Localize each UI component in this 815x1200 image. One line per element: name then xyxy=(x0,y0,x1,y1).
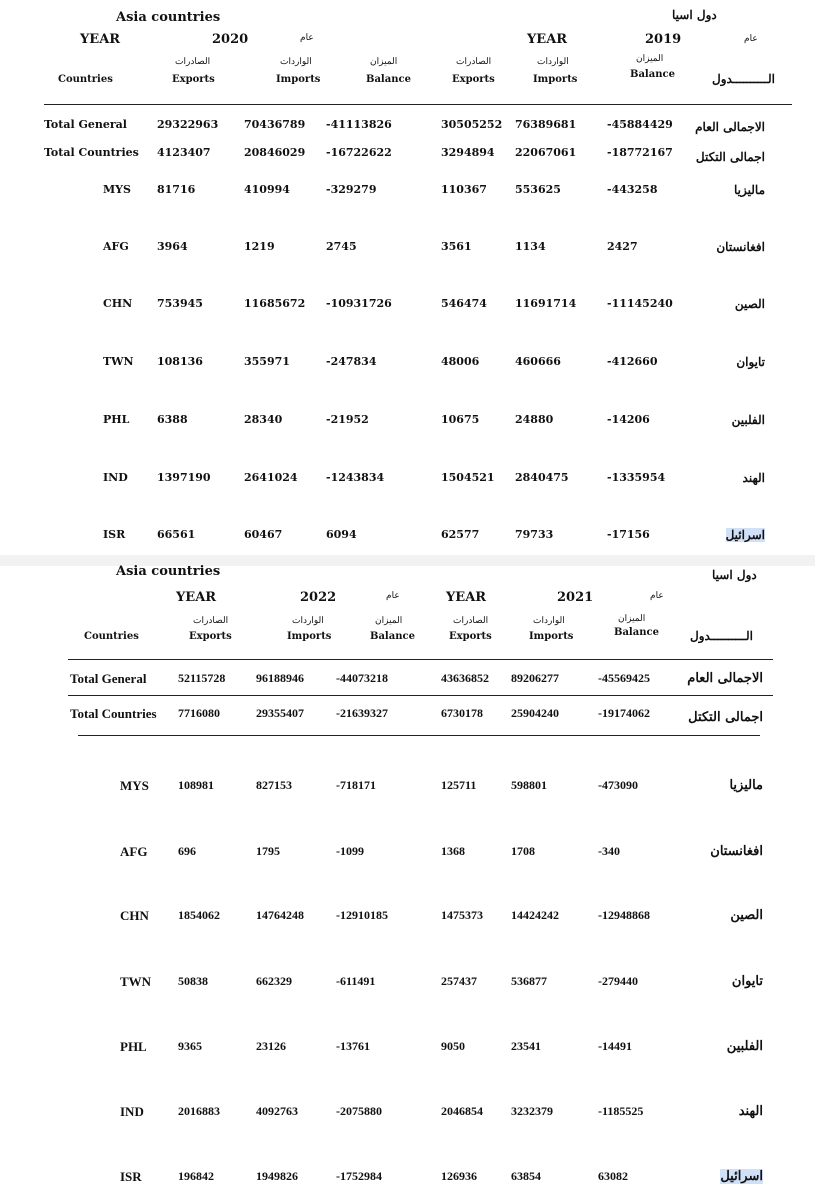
exports-value-right: 62577 xyxy=(441,528,480,541)
country-name-arabic: افغانستان xyxy=(716,240,765,254)
exports-value-right: 43636852 xyxy=(441,671,489,685)
country-code: IND xyxy=(120,1104,144,1119)
country-code: ISR xyxy=(120,1169,142,1184)
exports-value-right: 3294894 xyxy=(441,146,495,159)
imports-value-left: 23126 xyxy=(256,1039,286,1053)
balance-value-right: -473090 xyxy=(598,778,638,792)
imports-value-left: 96188946 xyxy=(256,671,304,685)
imports-value-right: 22067061 xyxy=(515,146,577,159)
exports-value-left: 3964 xyxy=(157,240,188,253)
section-title-arabic: دول اسيا xyxy=(672,8,717,22)
exports-value-right: 1504521 xyxy=(441,471,495,484)
year-label-right: YEAR xyxy=(446,590,487,605)
exports-value-left: 29322963 xyxy=(157,118,219,131)
exports-value-left: 753945 xyxy=(157,297,203,310)
section-title-arabic: دول اسيا xyxy=(712,568,757,582)
exports-value-left: 9365 xyxy=(178,1039,202,1053)
country-name-arabic: ماليزيا xyxy=(729,778,763,793)
country-name-arabic: الفلبين xyxy=(726,1039,763,1054)
country-name-arabic: الصين xyxy=(734,297,765,311)
exports-value-right: 126936 xyxy=(441,1169,477,1183)
imports-value-right: 89206277 xyxy=(511,671,559,685)
exports-header: Exports xyxy=(189,631,232,642)
imports-value-right: 76389681 xyxy=(515,118,577,131)
imports-value-left: 2641024 xyxy=(244,471,298,484)
exports-header-arabic-right: الصادرات xyxy=(456,57,492,67)
country-name-arabic: تايوان xyxy=(731,974,763,989)
exports-value-right: 1475373 xyxy=(441,908,483,922)
exports-value-left: 81716 xyxy=(157,183,196,196)
country-code: Total Countries xyxy=(44,146,139,159)
country-code: PHL xyxy=(103,413,130,426)
balance-value-left: 6094 xyxy=(326,528,357,541)
balance-value-right: -11145240 xyxy=(607,297,673,310)
imports-value-right: 23541 xyxy=(511,1039,541,1053)
year-label-right-arabic: عام xyxy=(744,34,758,44)
balance-value-left: -611491 xyxy=(336,974,376,988)
exports-value-left: 7716080 xyxy=(178,706,220,720)
imports-value-right: 11691714 xyxy=(515,297,577,310)
imports-value-left: 1949826 xyxy=(256,1169,298,1183)
balance-header-right: Balance xyxy=(614,627,659,638)
imports-value-left: 60467 xyxy=(244,528,283,541)
header-rule xyxy=(44,104,792,105)
balance-header: Balance xyxy=(370,631,415,642)
imports-value-left: 410994 xyxy=(244,183,290,196)
balance-value-left: -247834 xyxy=(326,355,377,368)
exports-header-arabic-right: الصادرات xyxy=(453,616,489,626)
country-name-arabic: اسرائيل xyxy=(725,528,765,542)
imports-value-left: 4092763 xyxy=(256,1104,298,1118)
exports-value-right: 110367 xyxy=(441,183,487,196)
balance-header-arabic-right: الميزان xyxy=(618,614,646,624)
exports-value-left: 1397190 xyxy=(157,471,211,484)
balance-value-left: -21639327 xyxy=(336,706,388,720)
country-code: TWN xyxy=(120,974,152,989)
balance-header: Balance xyxy=(366,74,411,85)
balance-value-right: 2427 xyxy=(607,240,638,253)
balance-value-left: -2075880 xyxy=(336,1104,382,1118)
country-name-arabic: افغانستان xyxy=(710,844,763,859)
balance-value-left: -1099 xyxy=(336,844,364,858)
exports-value-left: 108981 xyxy=(178,778,214,792)
exports-value-left: 108136 xyxy=(157,355,203,368)
imports-value-right: 1708 xyxy=(511,844,535,858)
country-name-arabic: ماليزيا xyxy=(734,183,765,197)
exports-value-right: 3561 xyxy=(441,240,472,253)
year-label-left: YEAR xyxy=(176,590,217,605)
imports-value-right: 25904240 xyxy=(511,706,559,720)
imports-value-right: 536877 xyxy=(511,974,547,988)
balance-value-right: -45569425 xyxy=(598,671,650,685)
year-label-right: YEAR xyxy=(527,32,568,47)
country-code: Total Countries xyxy=(70,706,157,721)
year-value-right: 2021 xyxy=(557,590,594,605)
balance-value-left: -21952 xyxy=(326,413,369,426)
country-name-arabic: اسرائيل xyxy=(720,1169,763,1184)
balance-value-right: -14206 xyxy=(607,413,650,426)
balance-header-arabic: الميزان xyxy=(370,57,398,67)
balance-value-left: -1752984 xyxy=(336,1169,382,1183)
imports-value-left: 11685672 xyxy=(244,297,306,310)
exports-header-arabic: الصادرات xyxy=(193,616,229,626)
imports-header: Imports xyxy=(287,631,332,642)
imports-value-right: 63854 xyxy=(511,1169,541,1183)
imports-value-right: 2840475 xyxy=(515,471,569,484)
country-code: AFG xyxy=(103,240,129,253)
totals-bottom-rule xyxy=(78,735,760,736)
country-name-arabic: اجمالى التكتل xyxy=(695,150,765,164)
balance-value-left: -41113826 xyxy=(326,118,392,131)
total-general-rule xyxy=(68,695,773,696)
exports-value-left: 4123407 xyxy=(157,146,211,159)
balance-value-right: -12948868 xyxy=(598,908,650,922)
country-code: MYS xyxy=(120,778,149,793)
countries-header: Countries xyxy=(84,631,139,642)
imports-value-left: 1219 xyxy=(244,240,275,253)
country-code: AFG xyxy=(120,844,148,859)
exports-header: Exports xyxy=(172,74,215,85)
country-name-arabic: الاجمالى العام xyxy=(687,671,763,686)
imports-value-left: 662329 xyxy=(256,974,292,988)
exports-value-right: 48006 xyxy=(441,355,480,368)
exports-value-right: 9050 xyxy=(441,1039,465,1053)
table-section-2022-2021 xyxy=(0,566,815,1200)
exports-value-right: 2046854 xyxy=(441,1104,483,1118)
exports-value-right: 10675 xyxy=(441,413,480,426)
imports-header-right: Imports xyxy=(529,631,574,642)
country-name-arabic: الصين xyxy=(730,908,763,923)
imports-value-right: 3232379 xyxy=(511,1104,553,1118)
countries-header-arabic: الــــــــــدول xyxy=(690,629,753,643)
year-label-right-arabic: عام xyxy=(650,591,664,601)
year-label-left: YEAR xyxy=(80,32,121,47)
exports-value-right: 1368 xyxy=(441,844,465,858)
imports-value-right: 14424242 xyxy=(511,908,559,922)
imports-value-left: 28340 xyxy=(244,413,283,426)
balance-header-arabic-right: الميزان xyxy=(636,54,664,64)
year-value-right: 2019 xyxy=(645,32,682,47)
balance-value-right: -14491 xyxy=(598,1039,632,1053)
year-value-left: 2022 xyxy=(300,590,337,605)
balance-value-right: -279440 xyxy=(598,974,638,988)
section-title: Asia countries xyxy=(116,10,221,25)
balance-value-right: -412660 xyxy=(607,355,658,368)
countries-header: Countries xyxy=(58,74,113,85)
country-code: PHL xyxy=(120,1039,147,1054)
countries-header-arabic: الــــــــــدول xyxy=(712,72,775,86)
imports-value-right: 79733 xyxy=(515,528,554,541)
balance-value-right: -18772167 xyxy=(607,146,673,159)
balance-value-right: -45884429 xyxy=(607,118,673,131)
imports-value-left: 827153 xyxy=(256,778,292,792)
country-code: ISR xyxy=(103,528,126,541)
exports-header-right: Exports xyxy=(449,631,492,642)
balance-value-right: -1185525 xyxy=(598,1104,644,1118)
imports-header-right: Imports xyxy=(533,74,578,85)
balance-value-left: -13761 xyxy=(336,1039,370,1053)
balance-value-left: 2745 xyxy=(326,240,357,253)
country-name-arabic: الاجمالى العام xyxy=(695,120,765,134)
balance-header-right: Balance xyxy=(630,69,675,80)
balance-value-left: -1243834 xyxy=(326,471,385,484)
balance-value-left: -12910185 xyxy=(336,908,388,922)
balance-value-right: 63082 xyxy=(598,1169,628,1183)
exports-value-right: 30505252 xyxy=(441,118,503,131)
imports-value-left: 70436789 xyxy=(244,118,306,131)
balance-value-left: -10931726 xyxy=(326,297,392,310)
country-name-arabic: الهند xyxy=(742,471,765,485)
year-label-left-arabic: عام xyxy=(300,33,314,43)
country-code: Total General xyxy=(70,671,147,686)
imports-header-arabic: الواردات xyxy=(292,616,324,626)
country-code: CHN xyxy=(120,908,149,923)
country-name-arabic: الهند xyxy=(738,1104,763,1119)
imports-value-right: 24880 xyxy=(515,413,554,426)
header-rule xyxy=(68,659,773,660)
exports-header-arabic: الصادرات xyxy=(175,57,211,67)
exports-value-left: 696 xyxy=(178,844,196,858)
country-name-arabic: الفلبين xyxy=(731,413,765,427)
balance-value-left: -718171 xyxy=(336,778,376,792)
balance-header-arabic: الميزان xyxy=(375,616,403,626)
year-value-left: 2020 xyxy=(212,32,249,47)
exports-value-right: 546474 xyxy=(441,297,487,310)
country-name-arabic: تايوان xyxy=(736,355,765,369)
imports-value-left: 1795 xyxy=(256,844,280,858)
imports-value-left: 14764248 xyxy=(256,908,304,922)
country-code: MYS xyxy=(103,183,131,196)
country-code: IND xyxy=(103,471,128,484)
balance-value-left: -329279 xyxy=(326,183,377,196)
imports-value-right: 1134 xyxy=(515,240,546,253)
balance-value-right: -19174062 xyxy=(598,706,650,720)
imports-value-left: 29355407 xyxy=(256,706,304,720)
balance-value-right: -17156 xyxy=(607,528,650,541)
exports-value-left: 196842 xyxy=(178,1169,214,1183)
imports-header: Imports xyxy=(276,74,321,85)
balance-value-left: -16722622 xyxy=(326,146,392,159)
exports-value-left: 52115728 xyxy=(178,671,226,685)
imports-header-arabic: الواردات xyxy=(280,57,312,67)
exports-value-left: 1854062 xyxy=(178,908,220,922)
exports-value-right: 257437 xyxy=(441,974,477,988)
country-name-arabic: اجمالى التكتل xyxy=(688,710,763,725)
imports-value-right: 598801 xyxy=(511,778,547,792)
year-label-left-arabic: عام xyxy=(386,591,400,601)
section-title: Asia countries xyxy=(116,564,221,579)
imports-value-left: 355971 xyxy=(244,355,290,368)
imports-value-right: 460666 xyxy=(515,355,561,368)
imports-value-left: 20846029 xyxy=(244,146,306,159)
country-code: CHN xyxy=(103,297,133,310)
country-code: Total General xyxy=(44,118,127,131)
exports-value-right: 6730178 xyxy=(441,706,483,720)
exports-value-left: 2016883 xyxy=(178,1104,220,1118)
exports-value-right: 125711 xyxy=(441,778,477,792)
country-code: TWN xyxy=(103,355,134,368)
balance-value-right: -443258 xyxy=(607,183,658,196)
balance-value-right: -340 xyxy=(598,844,620,858)
exports-value-left: 50838 xyxy=(178,974,208,988)
imports-header-arabic-right: الواردات xyxy=(537,57,569,67)
exports-value-left: 66561 xyxy=(157,528,196,541)
balance-value-left: -44073218 xyxy=(336,671,388,685)
exports-value-left: 6388 xyxy=(157,413,188,426)
table-section-2020-2019 xyxy=(0,0,815,555)
balance-value-right: -1335954 xyxy=(607,471,666,484)
imports-header-arabic-right: الواردات xyxy=(533,616,565,626)
exports-header-right: Exports xyxy=(452,74,495,85)
imports-value-right: 553625 xyxy=(515,183,561,196)
